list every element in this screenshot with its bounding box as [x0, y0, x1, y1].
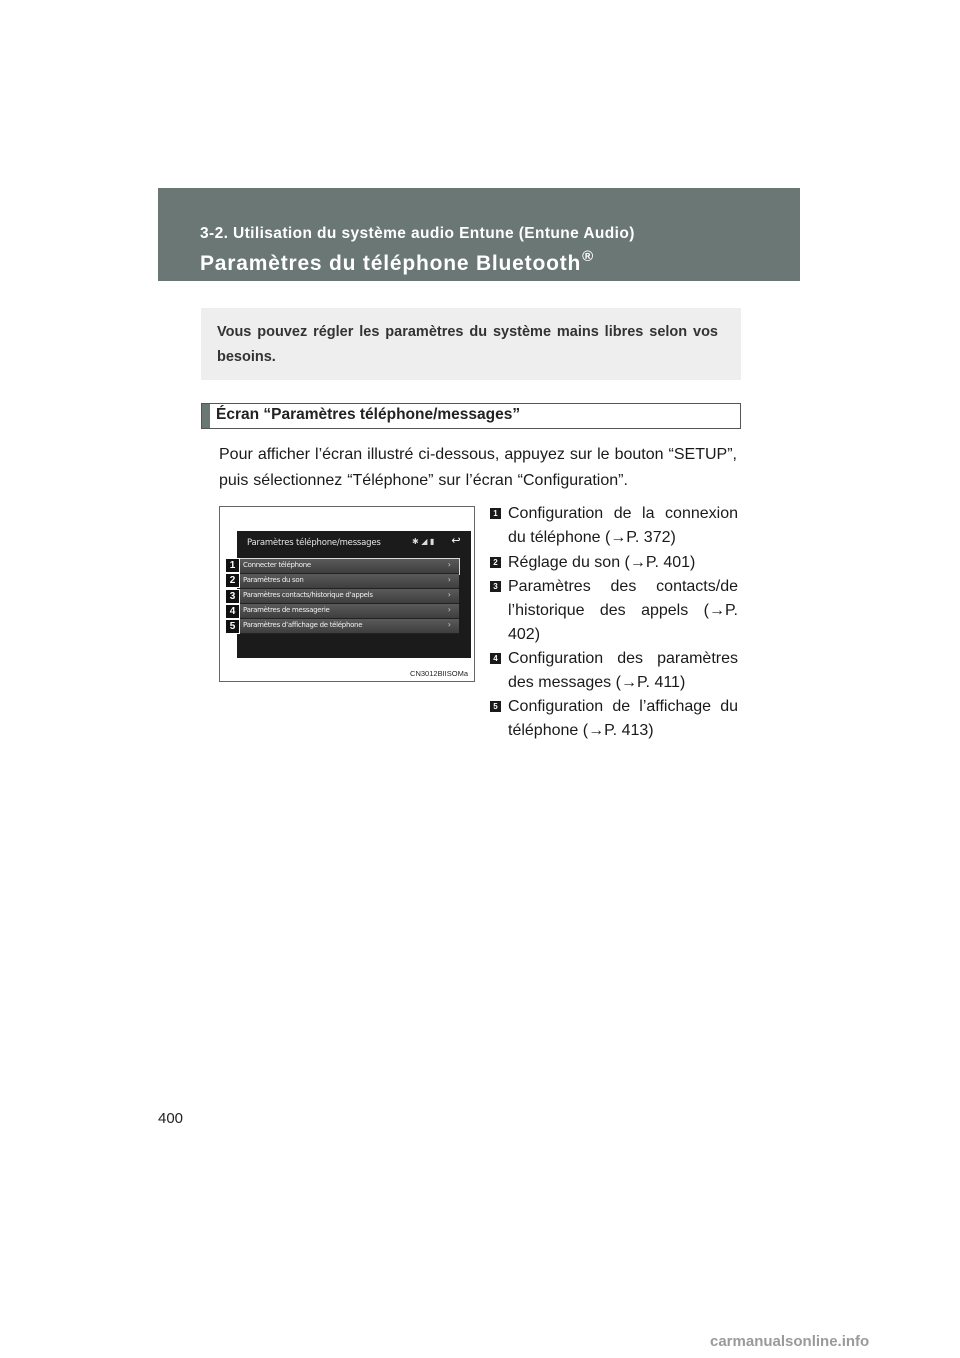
- page-title: [200, 248, 594, 276]
- legend-badge: 1: [490, 508, 501, 519]
- screen-row-label: Paramètres contacts/historique d’appels: [243, 591, 373, 599]
- screen-row-sound-settings[interactable]: [239, 574, 459, 589]
- screen-row-label: Connecter téléphone: [243, 561, 311, 569]
- subheading-box: [201, 403, 741, 429]
- callout-number: 2: [225, 573, 240, 588]
- legend-text: Configuration des paramètres des messages (→P. 411): [508, 650, 738, 691]
- legend-badge: 2: [490, 557, 501, 568]
- subheading-bar: [202, 404, 210, 428]
- screen-title: Paramètres téléphone/messages: [247, 538, 381, 548]
- callout-number: 4: [225, 604, 240, 619]
- watermark: carmanualsonline.info: [710, 1333, 870, 1350]
- back-icon[interactable]: ↩: [451, 534, 461, 547]
- legend-badge: 4: [490, 653, 501, 664]
- chapter-header: [158, 188, 800, 281]
- subheading-label: Écran “Paramètres téléphone/messages”: [216, 406, 521, 423]
- screen-row-contacts-history[interactable]: [239, 589, 459, 604]
- legend-badge: 5: [490, 701, 501, 712]
- body-paragraph: Pour afficher l’écran illustré ci-dessous, appuyez sur le bouton “SETUP”, puis sélectionnez “Téléphone” sur l’écran “Configuration”.: [219, 446, 737, 489]
- phone-settings-screen: [237, 531, 471, 658]
- callout-number: 3: [225, 589, 240, 604]
- intro-box: [201, 308, 741, 380]
- chevron-right-icon: ›: [447, 560, 451, 569]
- status-icons: ✱ ◢ ▮: [412, 537, 435, 546]
- screen-illustration: [219, 506, 475, 682]
- chevron-right-icon: ›: [447, 575, 451, 584]
- screen-row-connect-phone[interactable]: [239, 559, 459, 574]
- intro-text: Vous pouvez régler les paramètres du système mains libres selon vos besoins.: [217, 324, 718, 365]
- illustration-code: CN3012BIISOMa: [410, 669, 468, 678]
- legend-text: Paramètres des contacts/de l’historique des appels (→P. 402): [508, 578, 738, 643]
- screen-row-messaging[interactable]: [239, 604, 459, 619]
- chevron-right-icon: ›: [447, 620, 451, 629]
- legend-text: Configuration de l’affichage du téléphone (→P. 413): [508, 698, 738, 739]
- screen-row-label: Paramètres d’affichage de téléphone: [243, 621, 363, 629]
- screen-row-label: Paramètres du son: [243, 576, 304, 584]
- legend-text: Réglage du son (→P. 401): [508, 554, 696, 571]
- legend-text: Configuration de la connexion du téléphone (→P. 372): [508, 505, 738, 546]
- page-number: 400: [158, 1110, 184, 1127]
- screen-row-label: Paramètres de messagerie: [243, 606, 330, 614]
- legend-badge: 3: [490, 581, 501, 592]
- chevron-right-icon: ›: [447, 605, 451, 614]
- registered-mark: ®: [582, 248, 594, 265]
- screen-row-phone-display[interactable]: [239, 619, 459, 634]
- callout-number: 5: [225, 619, 240, 634]
- section-label: 3-2. Utilisation du système audio Entune (Entune Audio): [200, 225, 635, 242]
- page-title-text: Paramètres du téléphone Bluetooth: [200, 252, 582, 275]
- chevron-right-icon: ›: [447, 590, 451, 599]
- callout-number: 1: [225, 558, 240, 573]
